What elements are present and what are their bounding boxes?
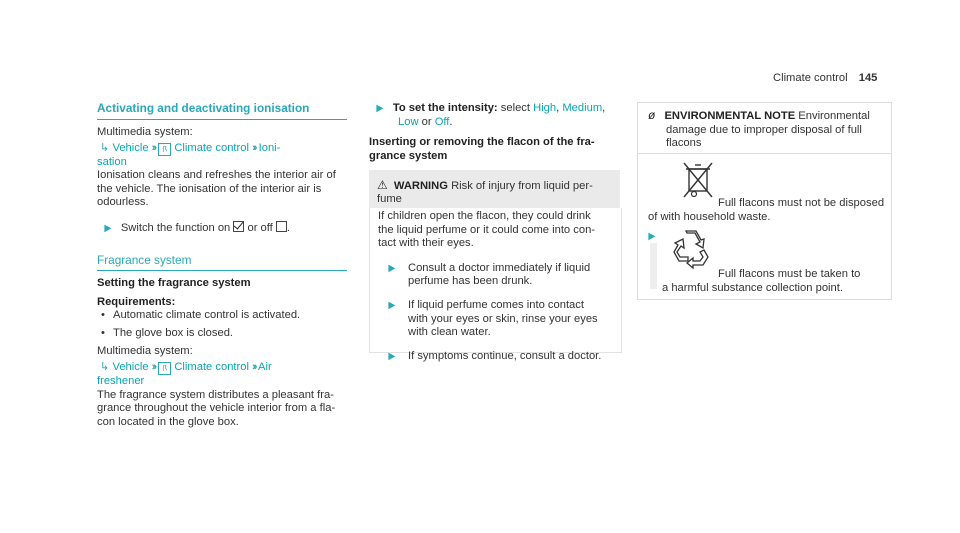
crossed-bin-icon <box>680 161 716 201</box>
subtitle-setting: Setting the fragrance system <box>97 277 251 289</box>
path-ionisation-b[interactable]: sation <box>97 155 127 168</box>
climate-icon: ꟗ <box>158 143 171 156</box>
path-separator-icon: ›› <box>151 141 156 154</box>
section-title-ionisation: Activating and deactivating ionisation <box>97 101 310 115</box>
insert-title-1: Inserting or removing the flacon of the fra- <box>369 136 595 149</box>
warning-step-3: ▶ If symptoms continue, consult a doctor. <box>388 349 602 362</box>
path-ionisation-a[interactable]: Ioni- <box>258 141 281 154</box>
warning-step-1: ▶ Consult a doctor immediately if liquid perfume has been drunk. <box>388 261 591 288</box>
climate-icon: ꟗ <box>158 362 171 375</box>
warning-header: ⚠ WARNING Risk of injury from liquid per- fume <box>369 170 620 208</box>
environment-icon: ø <box>648 108 656 122</box>
option-low[interactable]: Low <box>398 115 419 128</box>
warning-step-2: ▶ If liquid perfume comes into contact with your eyes or skin, rinse your eyes with clean water. <box>388 298 598 339</box>
section-title-fragrance: Fragrance system <box>97 253 192 267</box>
path-vehicle[interactable]: Vehicle <box>112 360 149 373</box>
path-vehicle[interactable]: Vehicle <box>112 141 149 154</box>
warning-body: If children open the flacon, they could drink the liquid perfume or it could come into con- tact with their eyes. ▶ Consult a doctor immediately if liquid perfume has been drunk. ▶ If liquid perfume comes into contact with your eyes or skin, rinse your eyes with clean water. ▶ If symptoms continue, consult a doctor. <box>369 208 622 353</box>
ionisation-desc-2: the vehicle. The ionisation of the interior air is <box>97 182 322 195</box>
checkbox-off-icon <box>276 221 287 232</box>
requirements-label: Requirements: <box>97 295 176 308</box>
option-high[interactable]: High <box>533 102 557 114</box>
fragrance-desc-1: The fragrance system distributes a pleasant fra- <box>97 388 334 401</box>
step-bar <box>650 243 657 289</box>
option-medium[interactable]: Medium <box>562 102 603 114</box>
ionisation-desc-1: Ionisation cleans and refreshes the interior air of <box>97 169 336 182</box>
multimedia-label: Multimedia system: <box>97 345 193 358</box>
title-rule <box>97 119 347 120</box>
path-separator-icon: ›› <box>151 360 156 373</box>
path-climate-control[interactable]: Climate control <box>174 141 249 154</box>
menu-path-ionisation <box>97 140 357 156</box>
title-rule <box>97 270 347 271</box>
switch-step: ▶ Switch the function on or off . <box>104 221 291 234</box>
environmental-note: ø ENVIRONMENTAL NOTE Environmental damage due to improper disposal of full flacons Full flacons must not be disposed of with household waste. ▶ Full flacons must be taken to a harmful substance collection point. <box>637 102 892 300</box>
list-item: • Automatic climate control is activated. <box>113 309 357 323</box>
fragrance-desc-2: grance throughout the vehicle interior from a fla- <box>97 402 336 415</box>
option-off[interactable]: Off <box>434 115 450 128</box>
ionisation-desc-3: odourless. <box>97 196 149 209</box>
fragrance-desc-3: con located in the glove box. <box>97 415 239 428</box>
menu-path-freshener <box>97 359 357 375</box>
path-climate-control[interactable]: Climate control <box>174 360 249 373</box>
step-arrow-icon: ▶ <box>648 231 656 242</box>
running-header <box>773 72 877 86</box>
warning-icon: ⚠ <box>377 178 388 192</box>
insert-title-2: grance system <box>369 149 448 162</box>
checkbox-on-icon <box>233 221 244 232</box>
section-name: Climate control <box>773 72 848 84</box>
step-arrow-icon: ▶ <box>104 222 112 234</box>
path-air-a[interactable]: Air <box>258 360 272 373</box>
path-start-icon: ↳ <box>100 360 110 373</box>
path-air-b[interactable]: freshener <box>97 374 145 387</box>
fragrance-block <box>97 277 357 429</box>
page-number: 145 <box>858 72 878 84</box>
step-arrow-icon: ▶ <box>388 299 396 311</box>
step-arrow-icon: ▶ <box>388 262 396 274</box>
multimedia-label: Multimedia system: <box>97 126 193 138</box>
path-start-icon: ↳ <box>100 141 110 154</box>
recycle-icon <box>669 227 713 271</box>
list-item: • The glove box is closed. <box>113 327 357 341</box>
step-arrow-icon: ▶ <box>376 103 384 114</box>
path-separator-icon: ›› <box>252 141 256 154</box>
step-arrow-icon: ▶ <box>388 350 396 362</box>
ionisation-block <box>97 126 357 236</box>
path-separator-icon: ›› <box>252 360 256 373</box>
divider <box>638 153 891 154</box>
intensity-block: ▶ To set the intensity: select High, Medium, Low or Off. Inserting or removing the flacon of the fra- grance system <box>369 102 624 163</box>
